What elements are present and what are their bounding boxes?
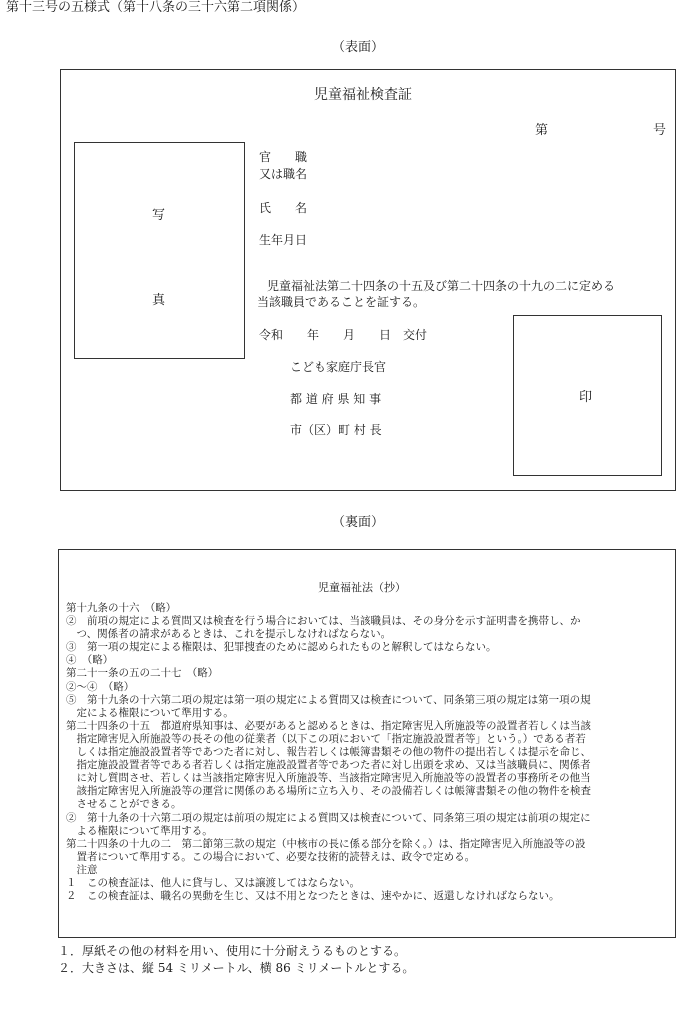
law-line: しくは指定施設設置者等であつた者に対し、報告若しくは帳簿書類その他の物件の提出若しくは提示を命じ、 [66, 746, 591, 759]
law-line: 指定施設設置者等である者若しくは指定施設設置者等であつた者に対し出頭を求め、又は当該職員に、関係者 [66, 759, 591, 772]
seal-box [513, 315, 662, 476]
law-line: ２ この検査証は、職名の異動を生じ、又は不用となつたときは、速やかに、返還しなければならない。 [66, 890, 560, 903]
photo-char-2: 真 [152, 293, 166, 308]
cert-text-line-1: 児童福祉法第二十四条の十五及び第二十四条の十九の二に定める [267, 279, 616, 293]
law-line: 置者について準用する。この場合において、必要な技術的読替えは、政令で定める。 [66, 850, 476, 863]
number-dai: 第 [535, 123, 549, 138]
law-line: させることができる。 [66, 798, 182, 811]
law-line: よる権限について準用する。 [66, 824, 213, 837]
law-line: ⑤ 第十九条の十六第二項の規定は第一項の規定による質問又は検査について、同条第三項の規定は第一項の規 [66, 693, 591, 706]
law-line: ② 第十九条の十六第二項の規定は前項の規定による質問又は検査について、同条第三項の規定は前項の規定に [66, 811, 591, 824]
back-side-label: （裏面） [332, 515, 385, 530]
law-line: ④ （略） [66, 654, 114, 667]
field-official-title-2: 又は職名 [259, 167, 308, 181]
law-line: ② 前項の規定による質問又は検査を行う場合においては、当該職員は、その身分を示す証明書を携帯し、か [66, 615, 581, 628]
law-line: つ、関係者の請求があるときは、これを提示しなければならない。 [66, 628, 392, 641]
field-name: 氏 名 [259, 201, 308, 215]
law-line: ②～④ （略） [66, 680, 135, 693]
law-line: 第二十一条の五の二十七 （略） [66, 667, 219, 680]
issue-date: 令和 年 月 日 交付 [259, 328, 428, 342]
field-official-title-1: 官 職 [259, 150, 308, 164]
footnote: ２．大きさは、縦 54 ミリメートル、横 86 ミリメートルとする。 [58, 961, 415, 975]
law-line: 注意 [66, 863, 98, 876]
field-birthdate: 生年月日 [259, 233, 308, 247]
photo-box [74, 142, 245, 359]
law-line: 該指定障害児入所施設等の運営に関係のある場所に立ち入り、その設備若しくは帳簿書類その他の物件を検査 [66, 785, 591, 798]
front-card [60, 69, 676, 491]
footnotes [58, 943, 414, 977]
law-line: ③ 第一項の規定による権限は、犯罪捜査のために認められたものと解釈してはならない。 [66, 641, 497, 654]
seal-char: 印 [579, 390, 593, 405]
form-title: 第十三号の五様式（第十八条の三十六第二項関係） [6, 0, 306, 15]
law-line: 指定障害児入所施設等の長その他の従業者（以下この項において「指定施設設置者等」という。）である者若 [66, 732, 586, 745]
front-side-label: （表面） [332, 40, 385, 55]
law-line: 第二十四条の十五 都道府県知事は、必要があると認めるときは、指定障害児入所施設等の設置者若しくは当該 [66, 719, 591, 732]
law-line: 第二十四条の十九の二 第二節第三款の規定（中核市の長に係る部分を除く。）は、指定障害児入所施設等の設 [66, 837, 586, 850]
card-title: 児童福祉検査証 [314, 87, 412, 103]
cert-text-line-2: 当該職員であることを証する。 [257, 295, 426, 309]
issuer-governor: 都 道 府 県 知 事 [290, 392, 382, 406]
number-go: 号 [653, 123, 667, 138]
photo-char-1: 写 [152, 208, 166, 223]
law-line: 第十九条の十六 （略） [66, 602, 177, 614]
law-line: に対し質問させ、若しくは当該指定障害児入所施設等、当該指定障害児入所施設等の設置者の事務所その他当 [66, 772, 591, 785]
law-line: 定による権限について準用する。 [66, 706, 234, 719]
back-title: 児童福祉法（抄） [318, 581, 406, 594]
issuer-agency: こども家庭庁長官 [290, 360, 387, 374]
law-excerpt [66, 602, 666, 903]
issuer-mayor: 市（区）町 村 長 [290, 423, 382, 437]
law-line: １ この検査証は、他人に貸与し、又は譲渡してはならない。 [66, 876, 360, 889]
footnote: １．厚紙その他の材料を用い、使用に十分耐えうるものとする。 [58, 944, 407, 958]
